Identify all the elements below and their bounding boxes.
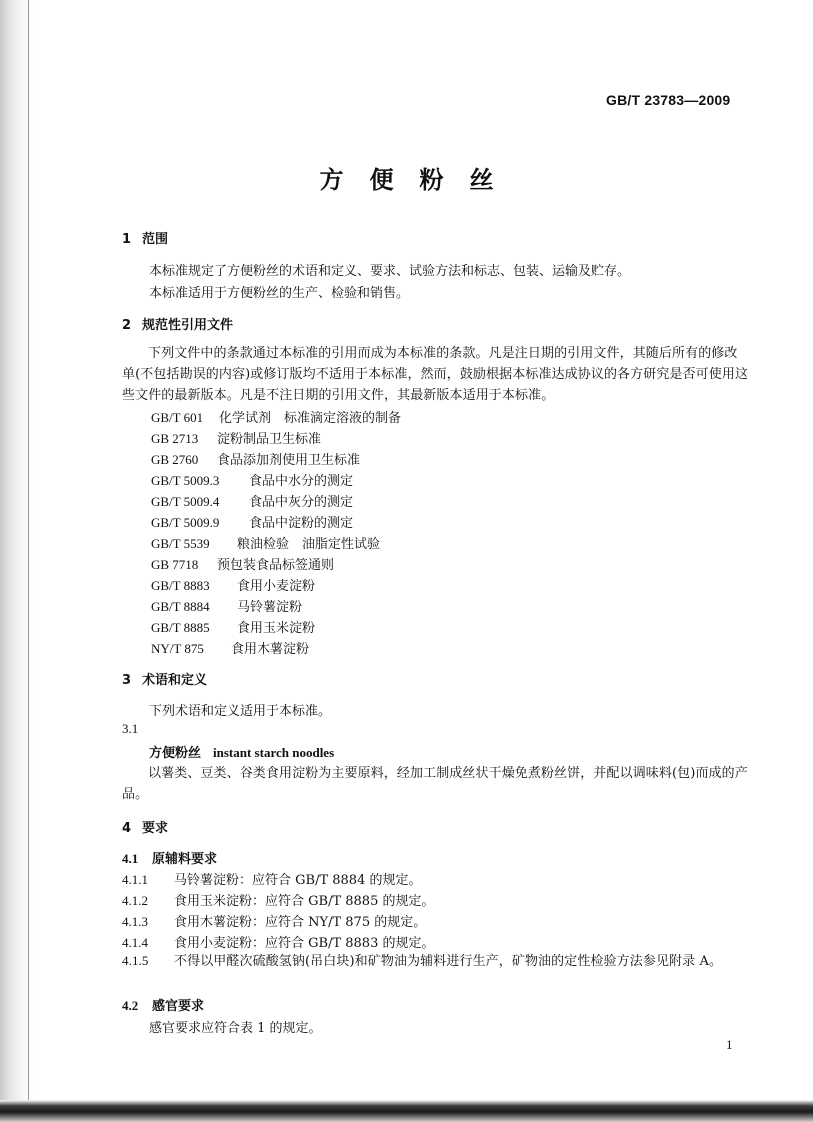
reference-code: GB 7718	[151, 557, 199, 572]
terms-intro: 下列术语和定义适用于本标准。	[149, 704, 332, 719]
reference-name: 食品中淀粉的测定	[249, 516, 354, 531]
section-number: 1	[122, 232, 132, 247]
reference-name: 食用木薯淀粉	[231, 642, 310, 657]
item-number: 4.1.1	[122, 872, 148, 887]
term-chinese: 方便粉丝	[149, 746, 202, 761]
sensory-requirement-text: 感官要求应符合表 1 的规定。	[149, 1021, 322, 1036]
subsection-title: 感官要求	[152, 999, 205, 1014]
reference-item	[151, 596, 302, 615]
requirement-item	[122, 869, 421, 888]
item-text: 食用玉米淀粉：应符合 GB/T 8885 的规定。	[174, 894, 435, 909]
page-number: 1	[726, 1037, 733, 1052]
section-title: 术语和定义	[142, 673, 208, 688]
references-intro: 下列文件中的条款通过本标准的引用而成为本标准的条款。凡是注日期的引用文件，其随后所有的修改单(不包括勘误的内容)或修订版均不适用于本标准，然而，鼓励根据本标准达成协议的各方研究是否可使用这些文件的最新版本。凡是不注日期的引用文件，其最新版本适用于本标准。	[122, 346, 749, 403]
reference-code: GB/T 8884	[151, 599, 210, 614]
section-title: 要求	[142, 821, 169, 836]
scope-paragraph-2: 本标准适用于方便粉丝的生产、检验和销售。	[149, 286, 410, 301]
section-heading-4	[122, 817, 168, 836]
section-heading-1	[122, 228, 168, 247]
reference-item	[151, 638, 309, 657]
reference-item	[151, 533, 380, 552]
requirement-item	[122, 890, 434, 909]
term-english: instant starch noodles	[213, 745, 335, 760]
section-number: 4	[122, 821, 132, 836]
section-heading-2	[122, 314, 233, 333]
reference-item	[151, 449, 360, 468]
reference-code: NY/T 875	[151, 641, 204, 656]
reference-name: 马铃薯淀粉	[237, 600, 303, 615]
reference-code: GB/T 5009.4	[151, 494, 220, 509]
reference-item	[151, 491, 353, 510]
reference-code: GB/T 601	[151, 410, 204, 425]
subsection-title: 原辅料要求	[152, 852, 218, 867]
reference-code: GB/T 8883	[151, 578, 210, 593]
reference-item	[151, 512, 353, 531]
item-text: 食用木薯淀粉：应符合 NY/T 875 的规定。	[174, 915, 427, 930]
requirement-item-4-1-5	[122, 950, 750, 972]
reference-code: GB/T 5539	[151, 536, 210, 551]
reference-item	[151, 554, 334, 573]
section-title: 规范性引用文件	[142, 318, 234, 333]
requirement-item	[122, 932, 434, 951]
reference-name: 食品添加剂使用卫生标准	[217, 453, 361, 468]
reference-code: GB/T 5009.3	[151, 473, 220, 488]
item-text: 马铃薯淀粉：应符合 GB/T 8884 的规定。	[174, 873, 422, 888]
reference-item	[151, 470, 353, 489]
section-number: 3	[122, 673, 132, 688]
item-number: 4.1.3	[122, 914, 148, 929]
reference-name: 淀粉制品卫生标准	[217, 432, 322, 447]
term-number: 3.1	[122, 721, 139, 736]
item-text: 食用小麦淀粉：应符合 GB/T 8883 的规定。	[174, 936, 435, 951]
reference-code: GB/T 8885	[151, 620, 210, 635]
reference-name: 食品中水分的测定	[249, 474, 354, 489]
term-heading	[149, 742, 334, 761]
subsection-number: 4.2	[122, 998, 139, 1013]
subsection-number: 4.1	[122, 851, 139, 866]
item-number: 4.1.4	[122, 935, 148, 950]
term-definition: 以薯类、豆类、谷类食用淀粉为主要原料，经加工制成丝状干燥免煮粉丝饼，并配以调味料(包)而成的产品。	[122, 766, 748, 802]
reference-item	[151, 575, 315, 594]
reference-name: 化学试剂 标准滴定溶液的制备	[219, 411, 402, 426]
reference-item	[151, 407, 401, 426]
scope-paragraph-1: 本标准规定了方便粉丝的术语和定义、要求、试验方法和标志、包装、运输及贮存。	[149, 264, 631, 279]
scan-edge-bottom	[0, 1100, 813, 1122]
reference-name: 食品中灰分的测定	[249, 495, 354, 510]
requirement-item	[122, 911, 426, 930]
item-number: 4.1.2	[122, 893, 148, 908]
reference-item	[151, 617, 315, 636]
reference-item	[151, 428, 321, 447]
reference-name: 预包装食品标签通则	[217, 558, 335, 573]
reference-code: GB/T 5009.9	[151, 515, 220, 530]
subsection-heading-4-1	[122, 848, 217, 867]
reference-code: GB 2713	[151, 431, 199, 446]
reference-code: GB 2760	[151, 452, 199, 467]
section-title: 范围	[142, 232, 169, 247]
item-number: 4.1.5	[122, 953, 149, 968]
item-text: 不得以甲醛次硫酸氢钠(吊白块)和矿物油为辅料进行生产，矿物油的定性检验方法参见附录 A。	[174, 954, 723, 969]
section-number: 2	[122, 318, 132, 333]
reference-name: 粮油检验 油脂定性试验	[237, 537, 381, 552]
reference-name: 食用小麦淀粉	[237, 579, 316, 594]
document-title: 方便粉丝	[319, 166, 520, 194]
subsection-heading-4-2	[122, 995, 204, 1014]
section-heading-3	[122, 669, 207, 688]
reference-name: 食用玉米淀粉	[237, 621, 316, 636]
standard-code: GB/T 23783—2009	[606, 92, 731, 108]
